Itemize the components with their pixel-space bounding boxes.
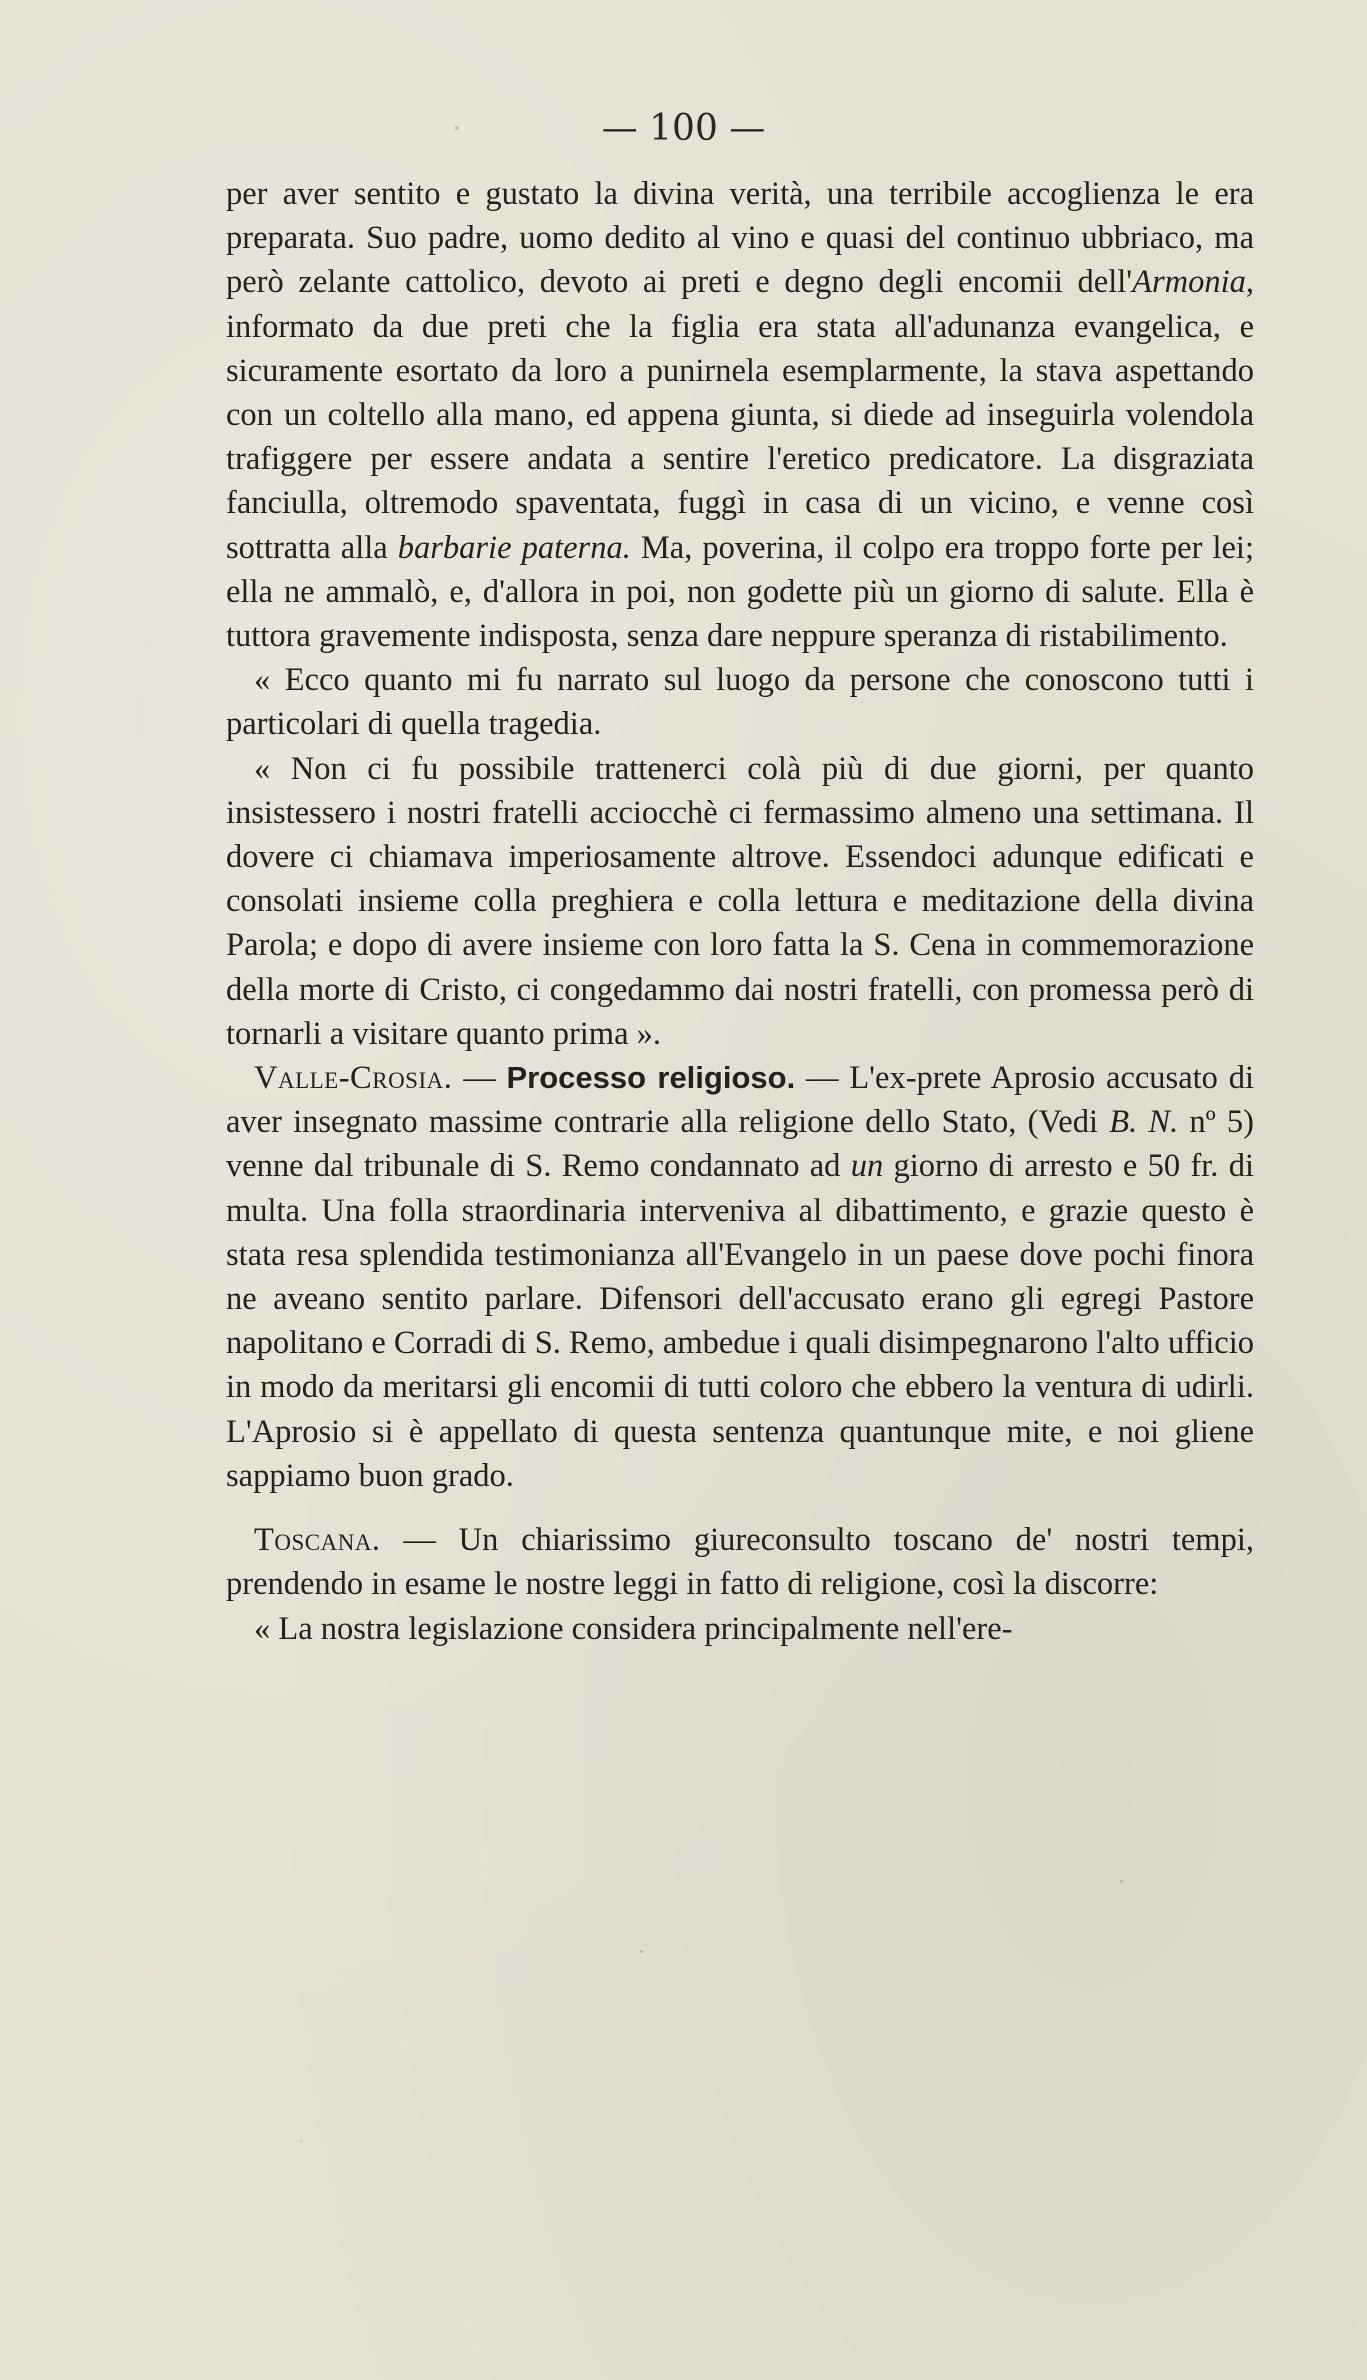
- place-heading: Valle-Crosia.: [254, 1060, 453, 1097]
- italic-newspaper-title: Armonia: [1132, 264, 1246, 301]
- text-run: , informato da due preti che la figlia era stata all'adunanza evangelica, e sicuramente esortato da loro a punirnela esemplarmente, la stava aspettando con un coltello alla mano, ed appena giunta, si diede ad inseguirla volendola trafiggere per essere andata a sentire l'eretico predicatore. La disgraziata fanciulla, oltremodo spaventata, fuggì in casa di un vicino, e venne così sottratta alla: [226, 264, 1254, 566]
- text-run: — Un chiarissimo giureconsulto toscano de' nostri tempi, prendendo in esame le nostre leggi in fatto di religione, così la discorre:: [226, 1522, 1254, 1603]
- italic-reference: B. N.: [1109, 1104, 1179, 1141]
- paper-speck: [640, 1950, 643, 1953]
- paragraph-testimony: « Ecco quanto mi fu narrato sul luogo da persone che conoscono tutti i particolari di quella tragedia.: [226, 662, 1254, 743]
- text-run: — L'ex-prete Aprosio accusato di aver insegnato massime contrarie alla religione dello Stato, (Vedi: [226, 1060, 1254, 1141]
- paper-speck: [1120, 1880, 1123, 1883]
- paper-speck: [300, 2140, 302, 2142]
- text-run: nº 5) venne dal tribunale di S. Remo condannato ad: [226, 1104, 1254, 1185]
- section-title: Processo religioso.: [506, 1060, 796, 1096]
- paragraph-valle-crosia: [226, 1056, 1254, 1498]
- body-text: [226, 172, 1254, 1651]
- paragraph-toscana: [226, 1518, 1254, 1606]
- paper-speck: [455, 126, 459, 130]
- text-run: —: [452, 1060, 507, 1097]
- text-run: per aver sentito e gustato la divina verità, una terribile accoglienza le era preparata. Suo padre, uomo dedito al vino e quasi del continuo ubbriaco, ma però zelante cattolico, devoto ai preti e degno degli encomii dell': [226, 176, 1254, 301]
- italic-word: un: [850, 1148, 884, 1185]
- paragraph-continuation: [226, 172, 1254, 658]
- text-run: giorno di arresto e 50 fr. di multa. Una folla straordinaria interveniva al dibattimento, e grazie questo è stata resa splendida testimonianza all'Evangelo in un paese dove pochi finora ne aveano sentito parlare. Difensori dell'accusato erano gli egregi Pastore napolitano e Corradi di S. Remo, ambedue i quali disimpegnarono l'alto ufficio in modo da meritarsi gli encomii di tutti coloro che ebbero la ventura di udirli. L'Aprosio si è appellato di questa sentenza quantunque mite, e noi gliene sappiamo buon grado.: [226, 1148, 1254, 1494]
- place-heading: Toscana.: [254, 1522, 381, 1559]
- paragraph-quote-start: « La nostra legislazione considera principalmente nell'ere-: [254, 1610, 1013, 1647]
- italic-phrase: barbarie paterna.: [397, 529, 631, 566]
- text-run: Ma, poverina, il colpo era troppo forte per lei; ella ne ammalò, e, d'allora in poi, non godette più un giorno di salute. Ella è tuttora gravemente indisposta, senza dare neppure speranza di ristabilimento.: [226, 529, 1254, 655]
- page-number: — 100 —: [601, 108, 766, 149]
- paragraph-departure: « Non ci fu possibile trattenerci colà più di due giorni, per quanto insistessero i nostri fratelli acciocchè ci fermassimo almeno una settimana. Il dovere ci chiamava imperiosamente altrove. Essendoci adunque edificati e consolati insieme colla preghiera e colla lettura e meditazione della divina Parola; e dopo di avere insieme con loro fatta la S. Cena in commemorazione della morte di Cristo, ci congedammo dai nostri fratelli, con promessa però di tornarli a visitare quanto prima ».: [226, 750, 1254, 1052]
